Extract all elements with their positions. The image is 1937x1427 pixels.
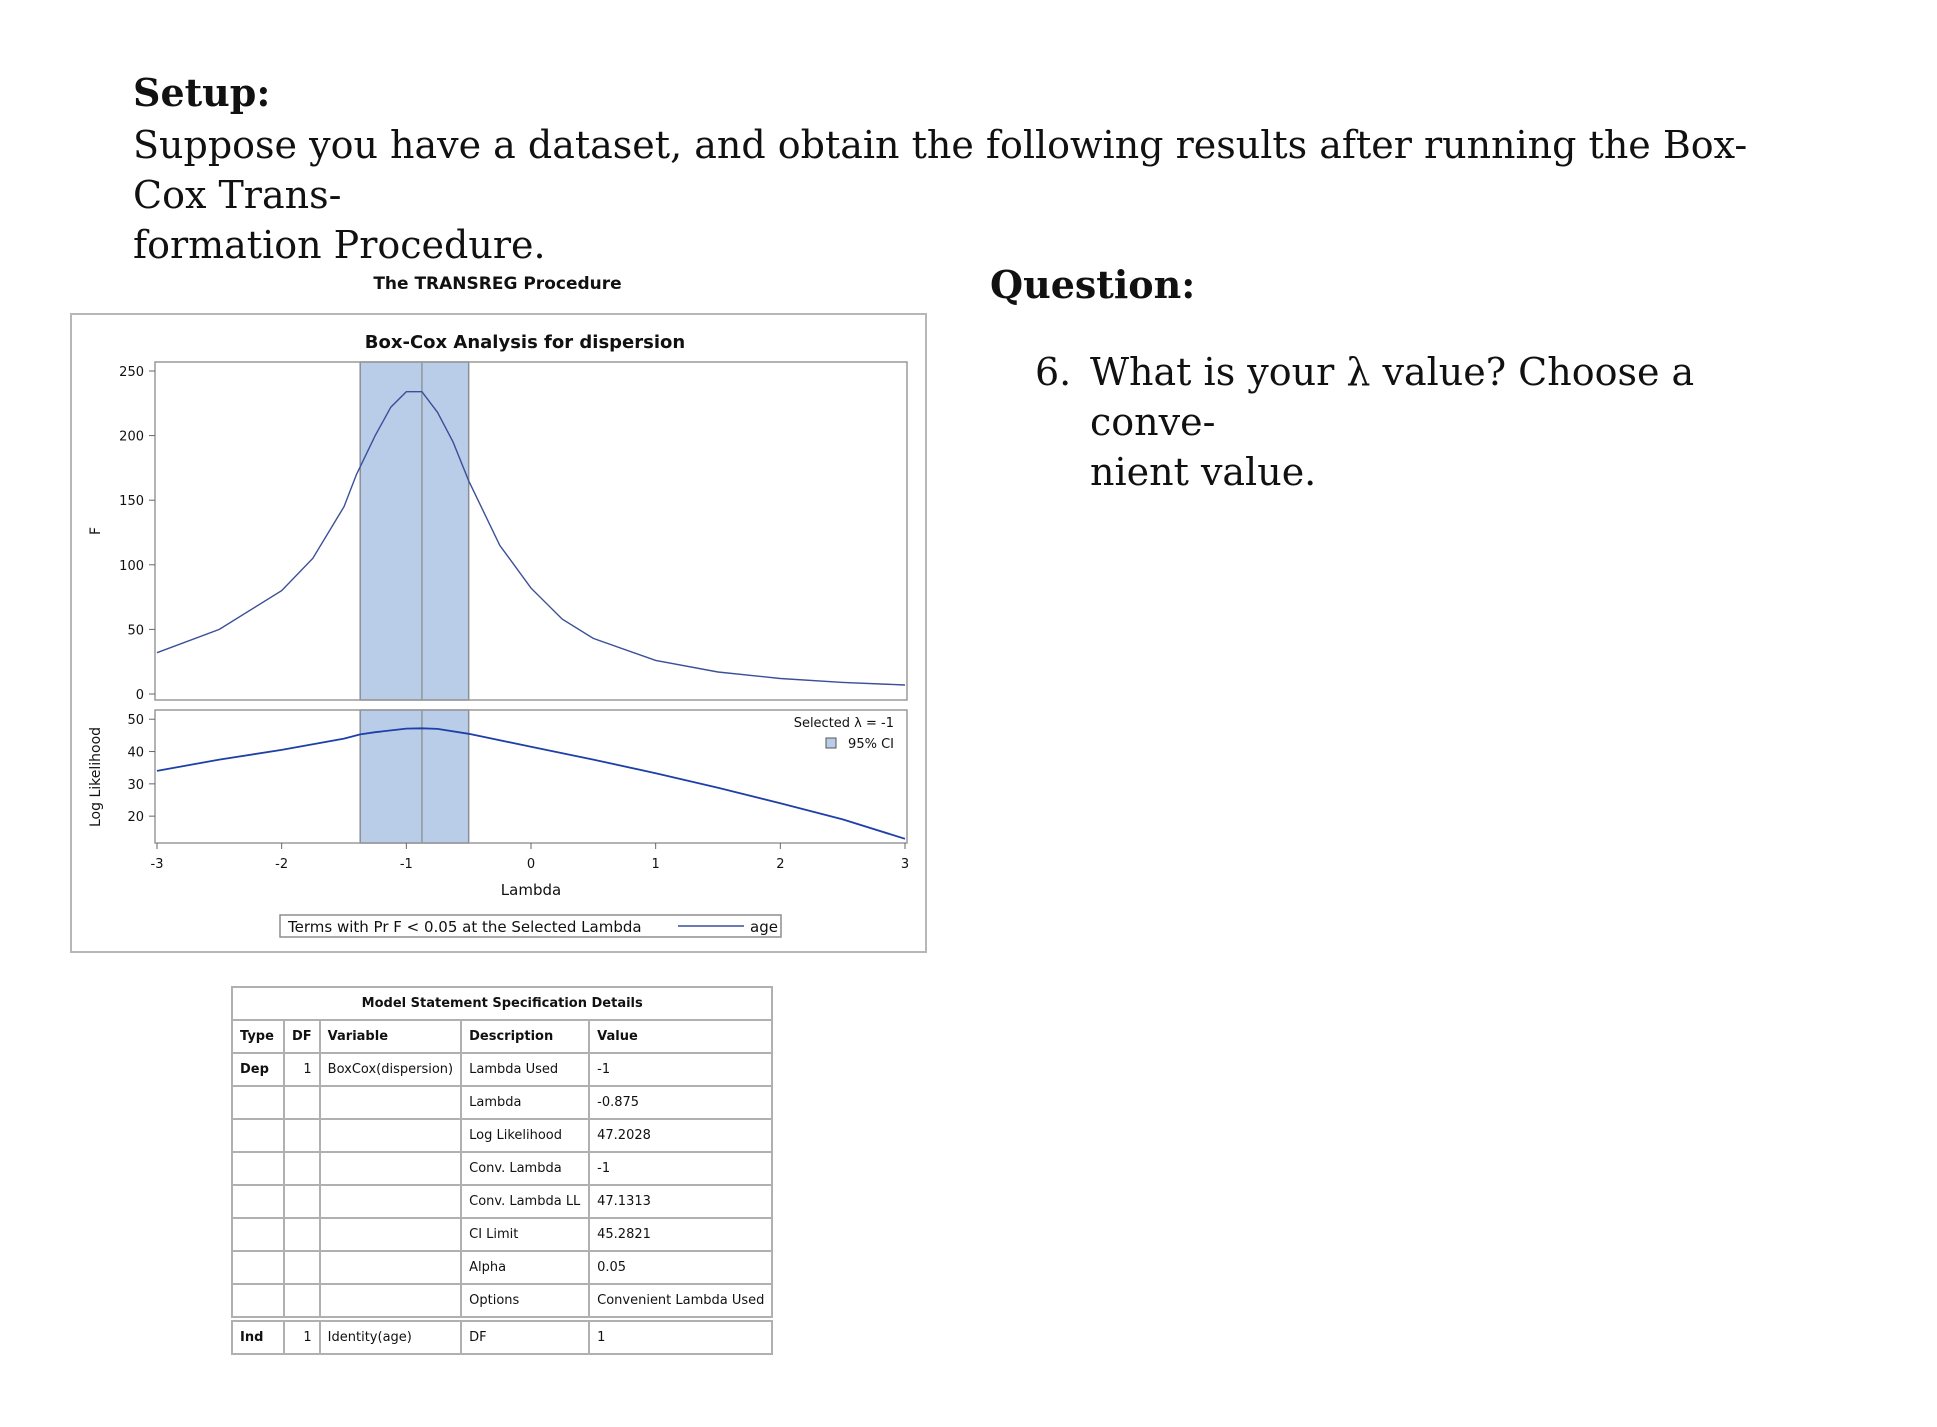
cell-variable xyxy=(320,1185,461,1218)
cell-type xyxy=(232,1218,284,1251)
bottom-legend-label: Terms with Pr F < 0.05 at the Selected Lambda xyxy=(288,918,642,936)
cell-type xyxy=(232,1284,284,1317)
x-tick-label: -1 xyxy=(399,857,413,872)
box-cox-chart xyxy=(70,313,927,953)
series-line-panel-2 xyxy=(157,728,905,839)
header-description: Description xyxy=(461,1020,589,1053)
cell-type xyxy=(232,1152,284,1185)
table-row xyxy=(232,1119,772,1152)
cell-df xyxy=(284,1185,320,1218)
chart-canvas xyxy=(72,315,925,951)
model-spec-body xyxy=(232,987,772,1354)
procedure-title: The TRANSREG Procedure xyxy=(373,274,622,294)
table-caption: Model Statement Specification Details xyxy=(232,987,772,1020)
table-header-row xyxy=(232,1020,772,1053)
ci-band-panel-1 xyxy=(360,362,468,700)
y-tick-label: 0 xyxy=(135,688,144,703)
y-tick-label: 250 xyxy=(119,365,144,380)
cell-type: Ind xyxy=(232,1321,284,1354)
setup-text-line-2: formation Procedure. xyxy=(133,223,546,267)
legend-ci-swatch xyxy=(826,738,836,748)
cell-description: Options xyxy=(461,1284,589,1317)
table-row xyxy=(232,1321,772,1354)
question-text-line-1: What is your λ value? Choose a conve- xyxy=(1090,350,1695,444)
cell-variable xyxy=(320,1119,461,1152)
question-text xyxy=(1090,347,1830,497)
cell-description: DF xyxy=(461,1321,589,1354)
setup-text-line-1: Suppose you have a dataset, and obtain the following results after running the Box-Cox Trans- xyxy=(133,123,1748,217)
table-row xyxy=(232,1284,772,1317)
x-tick-label: -2 xyxy=(275,857,289,872)
cell-type xyxy=(232,1086,284,1119)
chart-title: Box-Cox Analysis for dispersion xyxy=(364,332,686,353)
cell-type: Dep xyxy=(232,1053,284,1086)
cell-value: -0.875 xyxy=(589,1086,772,1119)
y-tick-label: 50 xyxy=(127,623,144,639)
cell-value: 0.05 xyxy=(589,1251,772,1284)
cell-description: Conv. Lambda xyxy=(461,1152,589,1185)
table-row xyxy=(232,1152,772,1185)
cell-value: Convenient Lambda Used xyxy=(589,1284,772,1317)
cell-type xyxy=(232,1251,284,1284)
y-tick-label: 20 xyxy=(127,810,144,826)
cell-df: 1 xyxy=(284,1053,320,1086)
cell-value: 45.2821 xyxy=(589,1218,772,1251)
cell-df xyxy=(284,1152,320,1185)
question-text-line-2: nient value. xyxy=(1090,450,1317,494)
y-axis-label-panel-1: F xyxy=(88,526,104,536)
header-variable: Variable xyxy=(320,1020,461,1053)
cell-df xyxy=(284,1284,320,1317)
cell-variable xyxy=(320,1218,461,1251)
setup-text xyxy=(133,120,1813,270)
question-number: 6. xyxy=(1035,350,1072,394)
setup-heading: Setup: xyxy=(133,70,271,115)
y-tick-label: 200 xyxy=(119,429,144,445)
cell-description: Alpha xyxy=(461,1251,589,1284)
cell-df xyxy=(284,1119,320,1152)
cell-variable xyxy=(320,1284,461,1317)
cell-value: 1 xyxy=(589,1321,772,1354)
chart-plot-layer xyxy=(88,362,909,937)
plot-frame-panel-1 xyxy=(155,362,907,700)
cell-value: 47.2028 xyxy=(589,1119,772,1152)
cell-variable: Identity(age) xyxy=(320,1321,461,1354)
legend-ci-label: 95% CI xyxy=(848,737,894,752)
cell-value: -1 xyxy=(589,1053,772,1086)
cell-variable xyxy=(320,1152,461,1185)
x-tick-label: 2 xyxy=(776,857,785,872)
bottom-legend-series: age xyxy=(750,918,778,936)
table-row xyxy=(232,1086,772,1119)
cell-variable xyxy=(320,1251,461,1284)
y-axis-label-panel-2: Log Likelihood xyxy=(88,726,104,828)
cell-df xyxy=(284,1086,320,1119)
table-row xyxy=(232,1251,772,1284)
cell-df: 1 xyxy=(284,1321,320,1354)
cell-description: CI Limit xyxy=(461,1218,589,1251)
model-spec-table xyxy=(231,986,773,1355)
header-value: Value xyxy=(589,1020,772,1053)
ci-band-panel-2 xyxy=(360,710,468,843)
cell-type xyxy=(232,1185,284,1218)
question-heading: Question: xyxy=(990,262,1196,307)
y-tick-label: 40 xyxy=(127,745,144,761)
table-caption-row xyxy=(232,987,772,1020)
x-tick-label: 0 xyxy=(526,857,536,872)
x-tick-label: -3 xyxy=(150,857,164,872)
table-row xyxy=(232,1185,772,1218)
y-tick-label: 50 xyxy=(127,713,144,729)
cell-df xyxy=(284,1218,320,1251)
cell-description: Log Likelihood xyxy=(461,1119,589,1152)
x-tick-label: 1 xyxy=(651,857,660,872)
y-tick-label: 30 xyxy=(127,777,144,793)
cell-type xyxy=(232,1119,284,1152)
table-row xyxy=(232,1053,772,1086)
cell-description: Lambda Used xyxy=(461,1053,589,1086)
x-axis-label: Lambda xyxy=(500,881,562,899)
y-tick-label: 150 xyxy=(119,494,144,510)
x-tick-label: 3 xyxy=(900,857,910,872)
cell-df xyxy=(284,1251,320,1284)
header-df: DF xyxy=(284,1020,320,1053)
cell-variable xyxy=(320,1086,461,1119)
header-type: Type xyxy=(232,1020,284,1053)
series-line-panel-1 xyxy=(157,392,905,685)
cell-description: Lambda xyxy=(461,1086,589,1119)
cell-variable: BoxCox(dispersion) xyxy=(320,1053,461,1086)
table-row xyxy=(232,1218,772,1251)
legend-selected-lambda: Selected λ = -1 xyxy=(793,716,894,731)
cell-value: -1 xyxy=(589,1152,772,1185)
cell-value: 47.1313 xyxy=(589,1185,772,1218)
cell-description: Conv. Lambda LL xyxy=(461,1185,589,1218)
y-tick-label: 100 xyxy=(119,558,144,574)
